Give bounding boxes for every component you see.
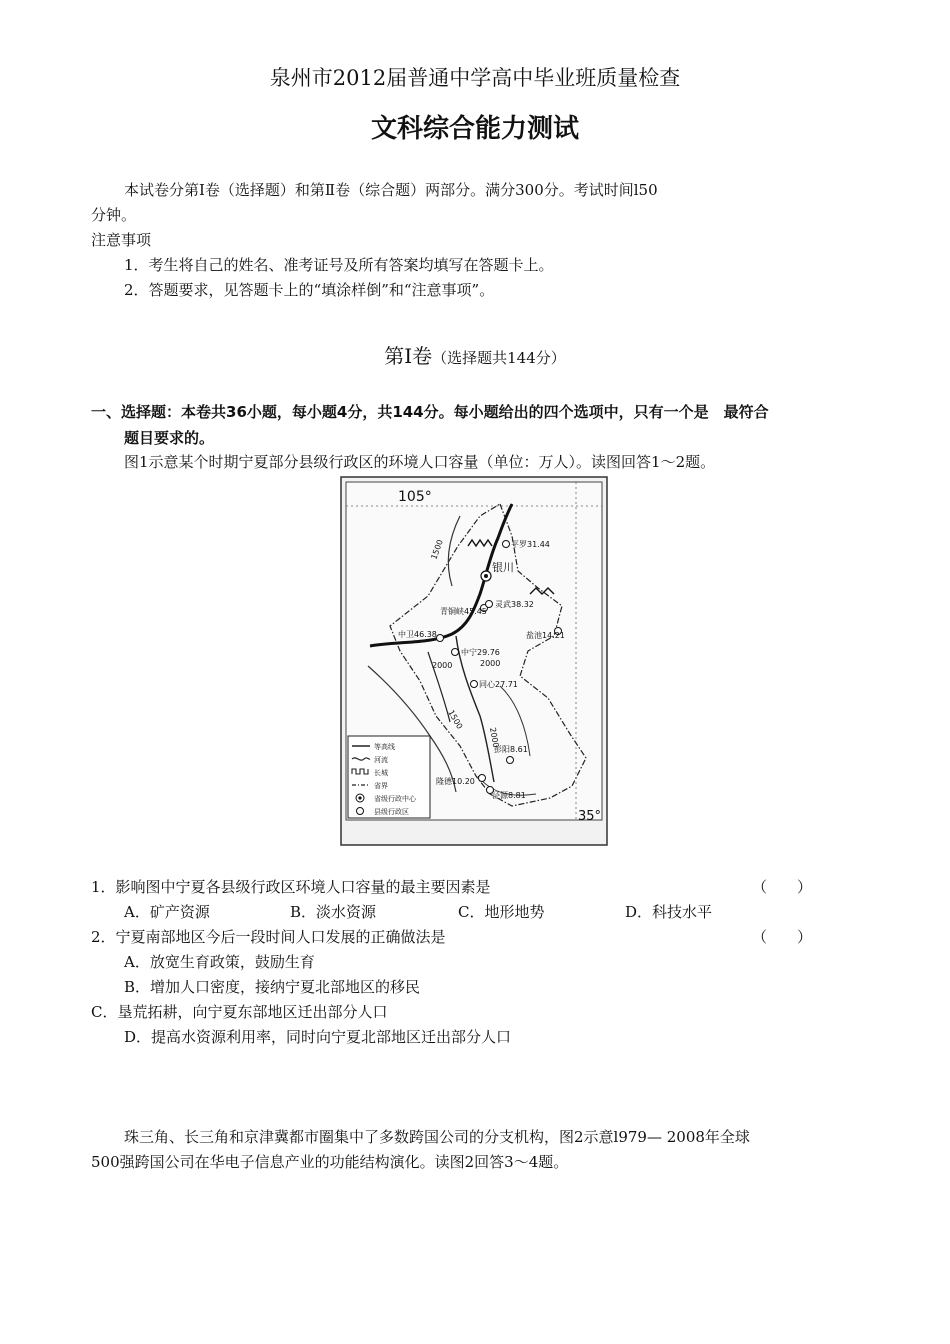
section-title bbox=[0, 340, 950, 369]
county-icon bbox=[503, 541, 510, 548]
passage2-line-1: 珠三角、长三角和京津冀都市圈集中了多数跨国公司的分支机构，图2示意l979— 2008年全球 bbox=[124, 1128, 750, 1146]
place-label: 青铜峡45.45 bbox=[440, 607, 487, 616]
place-label: 泾源8.81 bbox=[492, 791, 526, 800]
part1-line-1: 一、选择题：本卷共36小题，每小题4分，共144分。每小题给出的四个选项中，只有一个是 最符合 bbox=[91, 403, 769, 421]
place-label: 中宁29.76 bbox=[461, 648, 500, 657]
q2-option-b: B．增加人口密度，接纳宁夏北部地区的移民 bbox=[124, 978, 421, 996]
contour-label: 2000 bbox=[432, 661, 453, 670]
section-title-sub: （选择题共144分） bbox=[432, 349, 566, 367]
section-title-main: 第Ⅰ卷 bbox=[384, 344, 433, 368]
legend-label: 省级行政中心 bbox=[374, 795, 416, 803]
legend-label: 长城 bbox=[374, 769, 388, 777]
q2-answer-paren: （ ） bbox=[752, 928, 813, 946]
contour-label: 2000 bbox=[488, 726, 501, 749]
contour-label: 2000 bbox=[480, 659, 501, 668]
contour-label: 1500 bbox=[446, 708, 465, 731]
q1-option-a: A．矿产资源 bbox=[124, 903, 210, 921]
q2-stem: 2．宁夏南部地区今后一段时间人口发展的正确做法是 bbox=[91, 928, 446, 946]
county-icon bbox=[479, 775, 486, 782]
place-label: 中卫46.38 bbox=[398, 630, 437, 639]
q2-option-a: A．放宽生育政策，鼓励生育 bbox=[124, 953, 315, 971]
legend-label: 县级行政区 bbox=[374, 808, 409, 816]
map-legend bbox=[348, 736, 430, 818]
county-icon bbox=[507, 757, 514, 764]
place-label: 同心27.71 bbox=[479, 680, 518, 689]
page-subtitle: 文科综合能力测试 bbox=[370, 114, 579, 144]
place-label: 灵武38.32 bbox=[495, 600, 534, 609]
q1-option-c: C．地形地势 bbox=[458, 903, 545, 921]
place-label: 隆德10.20 bbox=[436, 777, 475, 786]
note-2: 2．答题要求，见答题卡上的“填涂样倒”和“注意事项”。 bbox=[124, 281, 495, 299]
capital-label: 银川 bbox=[492, 561, 514, 574]
county-icon bbox=[452, 649, 459, 656]
longitude-label: 105° bbox=[398, 489, 432, 505]
ningxia-map-figure bbox=[340, 476, 608, 846]
page-title: 泉州市2012届普通中学高中毕业班质量检查 bbox=[269, 66, 681, 90]
q1-answer-paren: （ ） bbox=[752, 878, 813, 896]
q1-option-b: B．淡水资源 bbox=[290, 903, 377, 921]
place-label: 盐池14.21 bbox=[526, 631, 565, 640]
note-1: 1．考生将自己的姓名、准考证号及所有答案均填写在答题卡上。 bbox=[124, 256, 554, 274]
place-label: 彭阳8.61 bbox=[494, 745, 528, 754]
county-icon bbox=[437, 635, 444, 642]
q1-option-d: D．科技水平 bbox=[625, 903, 713, 921]
contour-label: 1500 bbox=[429, 538, 445, 561]
intro-line-1: 本试卷分第Ⅰ卷（选择题）和第Ⅱ卷（综合题）两部分。满分300分。考试时间l50 bbox=[124, 181, 658, 199]
county-icon bbox=[357, 808, 364, 815]
latitude-label: 35° bbox=[578, 809, 602, 824]
legend-label: 等高线 bbox=[374, 743, 395, 751]
figure-intro: 图1示意某个时期宁夏部分县级行政区的环境人口容量（单位：万人）。读图回答1～2题。 bbox=[124, 453, 716, 471]
legend-label: 省界 bbox=[374, 782, 388, 790]
place-label: 平罗31.44 bbox=[511, 540, 550, 549]
q1-stem: 1．影响图中宁夏各县级行政区环境人口容量的最主要因素是 bbox=[91, 878, 491, 896]
part1-line-2: 题目要求的。 bbox=[124, 429, 215, 447]
legend-label: 河流 bbox=[374, 756, 388, 764]
county-icon bbox=[486, 601, 493, 608]
passage2-line-2: 500强跨国公司在华电子信息产业的功能结构演化。读图2回答3～4题。 bbox=[91, 1153, 569, 1171]
intro-line-2: 分钟。 bbox=[91, 206, 137, 224]
q2-option-d: D．提高水资源利用率，同时向宁夏北部地区迁出部分人口 bbox=[124, 1028, 512, 1046]
q2-option-c: C．垦荒拓耕，向宁夏东部地区迁出部分人口 bbox=[91, 1003, 388, 1021]
notes-heading: 注意事项 bbox=[91, 231, 152, 249]
county-icon bbox=[471, 681, 478, 688]
